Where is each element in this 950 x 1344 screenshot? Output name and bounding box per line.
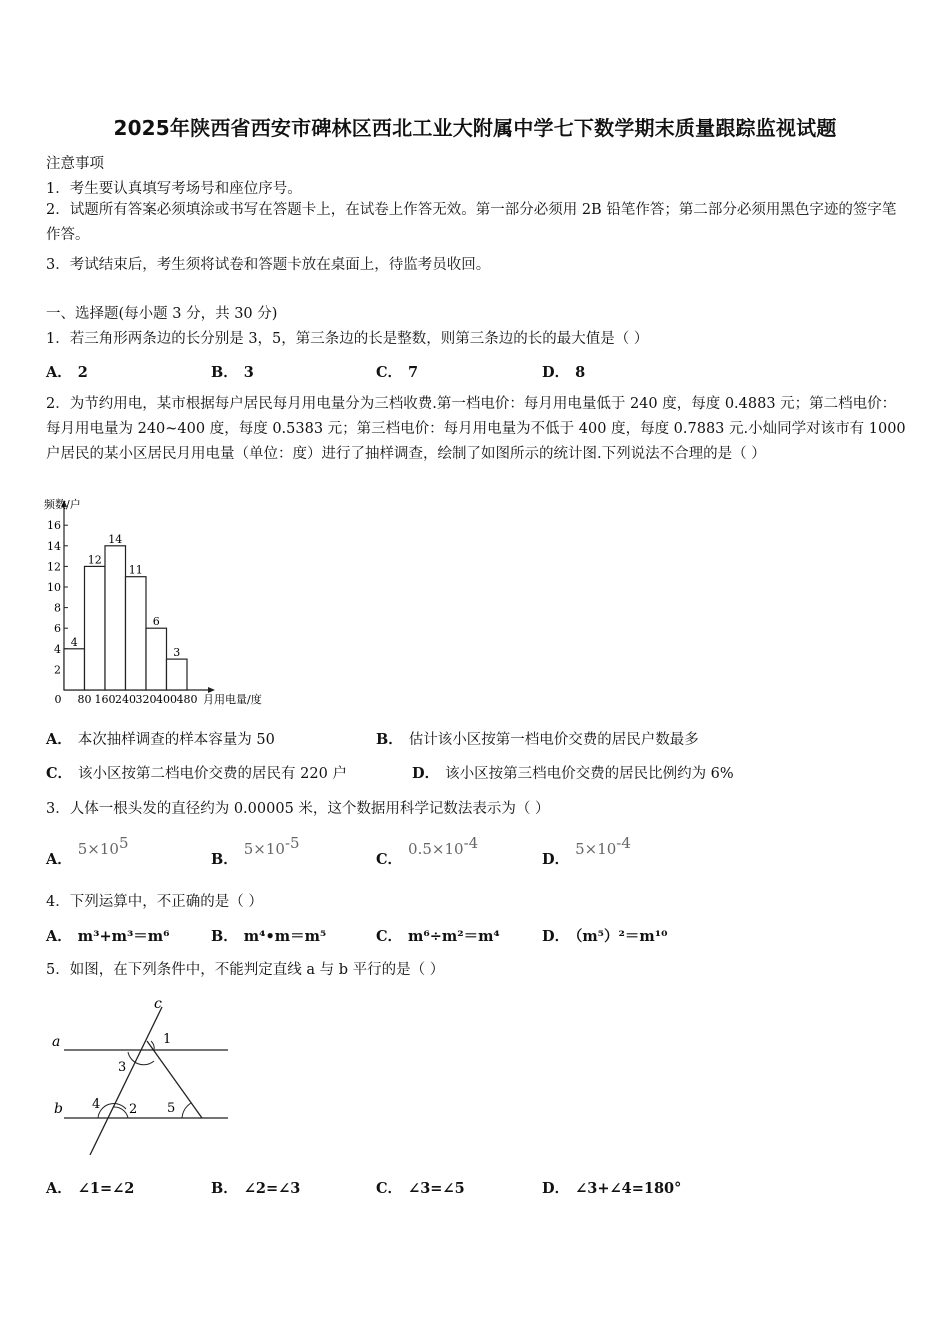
q2-option-a[interactable]	[46, 728, 275, 749]
option-label: B．	[211, 364, 238, 381]
option-exponent: -4	[616, 834, 631, 852]
option-label: A．	[46, 928, 72, 945]
label-angle-2: 2	[129, 1102, 138, 1117]
q2-option-c[interactable]	[46, 762, 347, 783]
y-tick-label: 8	[54, 601, 61, 615]
notice-item-2: 2．试题所有答案必须填涂或书写在答题卡上，在试卷上作答无效。第一部分必须用 2B 铅笔作答；第二部分必须用黑色字迹的签字笔作答。	[46, 202, 897, 243]
q4-option-a[interactable]	[46, 925, 170, 946]
option-text: ∠1=∠2	[77, 1180, 135, 1197]
q4-option-c[interactable]	[376, 925, 500, 946]
option-label: D．	[542, 364, 570, 381]
histogram-bar	[105, 546, 126, 690]
x-tick-label: 320	[135, 693, 157, 706]
q3-option-c[interactable]	[376, 834, 479, 868]
bar-value-label: 11	[128, 563, 143, 577]
option-label: B．	[211, 850, 238, 868]
histogram-bar	[64, 649, 85, 690]
y-axis-label: 频数/户	[44, 498, 81, 511]
line-c	[90, 1007, 162, 1155]
q5-option-a[interactable]	[46, 1177, 134, 1198]
label-angle-3: 3	[118, 1060, 127, 1075]
option-text: 5×10	[77, 839, 119, 858]
option-label: C．	[376, 364, 403, 381]
label-angle-5: 5	[167, 1101, 176, 1116]
x-tick-label: 80	[77, 693, 92, 706]
bar-value-label: 6	[152, 615, 160, 629]
q2-stem: 2．为节约用电，某市根据每户居民每月用电量分为三档收费.第一档电价：每月用电量低于 240 度，每度 0.4883 元；第二档电价：每月用电量为 240~400 度，每度 0.5383 元；第三档电价：每月用电量为不低于 400 度，每度 0.7883 元.小灿同学对该市有 1000 户居民的某小区居民月用电量（单位：度）进行了抽样调查，绘制了如图所示的统计图.下列说法不合理的是（ ）	[46, 396, 906, 462]
q2-histogram	[40, 494, 300, 714]
option-label: D．	[412, 765, 440, 782]
option-label: A．	[46, 731, 72, 748]
q4-option-d[interactable]	[542, 925, 667, 946]
y-tick-label: 16	[47, 519, 61, 533]
option-label: D．	[542, 850, 570, 868]
option-label: C．	[376, 850, 403, 868]
y-tick-label: 14	[47, 539, 61, 553]
q1-stem: 1．若三角形两条边的长分别是 3，5，第三条边的长是整数，则第三条边的长的最大值是（ ）	[46, 331, 649, 347]
label-c: c	[154, 996, 162, 1012]
histogram-bar	[167, 659, 188, 690]
notice-item-1: 1．考生要认真填写考场号和座位序号。	[46, 181, 302, 197]
q3-option-b[interactable]	[211, 834, 300, 868]
label-b: b	[54, 1101, 63, 1117]
option-label: B．	[211, 1180, 238, 1197]
x-tick-label: 240	[115, 693, 136, 706]
q1-option-c[interactable]	[376, 361, 418, 382]
option-text: 7	[408, 364, 419, 381]
option-label: D．	[542, 928, 570, 945]
label-angle-1: 1	[163, 1032, 172, 1047]
histogram-bar	[126, 577, 147, 690]
q2-option-b[interactable]	[376, 728, 699, 749]
option-exponent: 5	[118, 834, 129, 852]
q1-option-a[interactable]	[46, 361, 88, 382]
q2-option-d[interactable]	[412, 762, 734, 783]
q4-option-b[interactable]	[211, 925, 326, 946]
option-text: ∠3+∠4=180°	[575, 1180, 682, 1197]
bar-value-label: 3	[173, 646, 181, 660]
option-text: ∠2=∠3	[243, 1180, 301, 1197]
option-text: m⁴•m＝m⁵	[243, 928, 327, 945]
q5-option-b[interactable]	[211, 1177, 300, 1198]
notice-item-3: 3．考试结束后，考生须将试卷和答题卡放在桌面上，待监考员收回。	[46, 257, 491, 273]
option-text: 本次抽样调查的样本容量为 50	[77, 732, 275, 748]
y-tick-label: 10	[47, 581, 61, 594]
option-exponent: -4	[463, 834, 479, 852]
option-text: m⁶÷m²＝m⁴	[408, 928, 500, 945]
x-tick-label: 0	[54, 693, 62, 706]
q3-stem: 3．人体一根头发的直径约为 0.00005 米，这个数据用科学记数法表示为（ ）	[46, 801, 550, 817]
option-text: 该小区按第三档电价交费的居民比例约为 6%	[445, 766, 734, 782]
x-tick-label: 400	[156, 693, 177, 706]
bar-value-label: 4	[70, 635, 78, 649]
option-text: 该小区按第二档电价交费的居民有 220 户	[78, 766, 347, 782]
x-tick-label: 160	[94, 693, 116, 706]
option-label: D．	[542, 1180, 570, 1197]
bar-value-label: 14	[108, 532, 123, 546]
y-tick-label: 4	[54, 642, 61, 656]
option-label: A．	[46, 364, 72, 381]
q3-option-d[interactable]	[542, 834, 631, 868]
option-text: 估计该小区按第一档电价交费的居民户数最多	[408, 732, 699, 748]
q5-option-d[interactable]	[542, 1177, 681, 1198]
histogram-bar	[146, 628, 167, 690]
option-text: 5×10	[243, 839, 285, 858]
bar-value-label: 12	[87, 553, 102, 567]
x-axis-label: 月用电量/度	[203, 693, 262, 706]
q1-option-b[interactable]	[211, 361, 254, 382]
y-tick-label: 6	[54, 622, 61, 636]
q4-stem: 4．下列运算中，不正确的是（ ）	[46, 894, 263, 910]
option-text: ∠3=∠5	[408, 1180, 465, 1197]
label-a: a	[52, 1034, 61, 1050]
option-text: 0.5×10	[408, 839, 464, 858]
option-label: C．	[376, 928, 403, 945]
label-angle-4: 4	[92, 1097, 101, 1112]
option-label: B．	[376, 731, 403, 748]
notice-heading: 注意事项	[46, 156, 104, 172]
option-exponent: -5	[284, 834, 300, 852]
y-tick-label: 12	[47, 560, 61, 574]
angle-arc-5	[182, 1103, 191, 1118]
section-heading: 一、选择题(每小题 3 分，共 30 分)	[46, 306, 278, 322]
page-title: 2025年陕西省西安市碑林区西北工业大附属中学七下数学期末质量跟踪监视试题	[113, 116, 837, 140]
option-text: m³+m³＝m⁶	[77, 928, 170, 945]
angle-arc-3	[128, 1052, 154, 1065]
option-label: C．	[46, 765, 73, 782]
option-label: A．	[46, 1180, 72, 1197]
option-label: C．	[376, 1180, 403, 1197]
q5-option-c[interactable]	[376, 1177, 465, 1198]
option-text: 2	[77, 364, 88, 381]
q5-parallel-lines-figure	[46, 995, 246, 1160]
option-text: 5×10	[575, 839, 617, 858]
q5-stem: 5．如图，在下列条件中，不能判定直线 a 与 b 平行的是（ ）	[46, 962, 445, 978]
option-text: （m⁵）²＝m¹⁰	[575, 928, 668, 945]
option-label: B．	[211, 928, 238, 945]
q1-option-d[interactable]	[542, 361, 585, 382]
histogram-bar	[85, 566, 106, 690]
option-text: 8	[575, 364, 586, 381]
y-tick-label: 2	[54, 663, 61, 677]
option-text: 3	[243, 364, 254, 381]
q3-option-a[interactable]	[46, 834, 129, 868]
option-label: A．	[46, 850, 72, 868]
x-tick-label: 480	[176, 693, 198, 706]
